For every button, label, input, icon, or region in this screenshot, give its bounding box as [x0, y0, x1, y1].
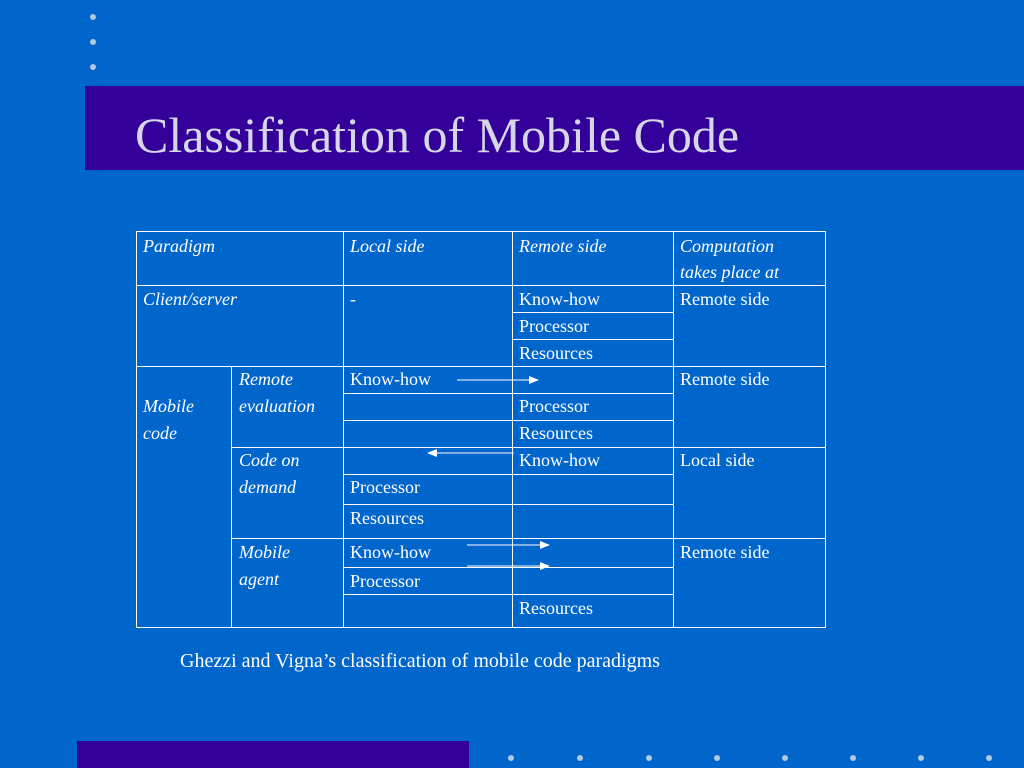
- paradigm-client-server: Client/server: [143, 289, 237, 309]
- header-paradigm: Paradigm: [143, 236, 215, 256]
- footer-dot: [508, 755, 514, 761]
- ma-local-know-how: Know-how: [350, 542, 431, 562]
- cod-where: Local side: [680, 450, 755, 470]
- footer-dot: [714, 755, 720, 761]
- ma-label-line1: Mobile: [239, 542, 290, 562]
- cs-remote-know-how: Know-how: [519, 289, 600, 309]
- header-computation: Computation: [680, 236, 775, 256]
- cs-remote-resources: Resources: [519, 343, 593, 363]
- rev-where: Remote side: [680, 369, 770, 389]
- cod-label-line2: demand: [239, 477, 296, 497]
- rev-label-line1: Remote: [239, 369, 293, 389]
- cs-remote-processor: Processor: [519, 316, 589, 336]
- rev-remote-processor: Processor: [519, 396, 589, 416]
- footer-dot: [782, 755, 788, 761]
- paradigm-mobile-code-line2: code: [143, 423, 177, 443]
- header-takes-place-at: takes place at: [680, 262, 779, 282]
- ma-label-line2: agent: [239, 569, 279, 589]
- header-local-side: Local side: [350, 236, 425, 256]
- rev-remote-resources: Resources: [519, 423, 593, 443]
- footer-dot: [577, 755, 583, 761]
- ma-where: Remote side: [680, 542, 770, 562]
- footer-dot: [646, 755, 652, 761]
- header-remote-side: Remote side: [519, 236, 607, 256]
- bottom-band: [77, 741, 469, 768]
- footer-dot: [918, 755, 924, 761]
- cs-where: Remote side: [680, 289, 770, 309]
- paradigm-mobile-code-line1: Mobile: [143, 396, 194, 416]
- slide-title: Classification of Mobile Code: [135, 107, 740, 163]
- cod-local-processor: Processor: [350, 477, 420, 497]
- footer-dot: [986, 755, 992, 761]
- rev-local-know-how: Know-how: [350, 369, 431, 389]
- cod-local-resources: Resources: [350, 508, 424, 528]
- cs-local: -: [350, 289, 356, 309]
- ma-local-processor: Processor: [350, 571, 420, 591]
- table-caption: Ghezzi and Vigna’s classification of mobile code paradigms: [180, 650, 660, 672]
- cod-label-line1: Code on: [239, 450, 300, 470]
- ma-remote-resources: Resources: [519, 598, 593, 618]
- rev-label-line2: evaluation: [239, 396, 315, 416]
- footer-dot: [850, 755, 856, 761]
- cod-remote-know-how: Know-how: [519, 450, 600, 470]
